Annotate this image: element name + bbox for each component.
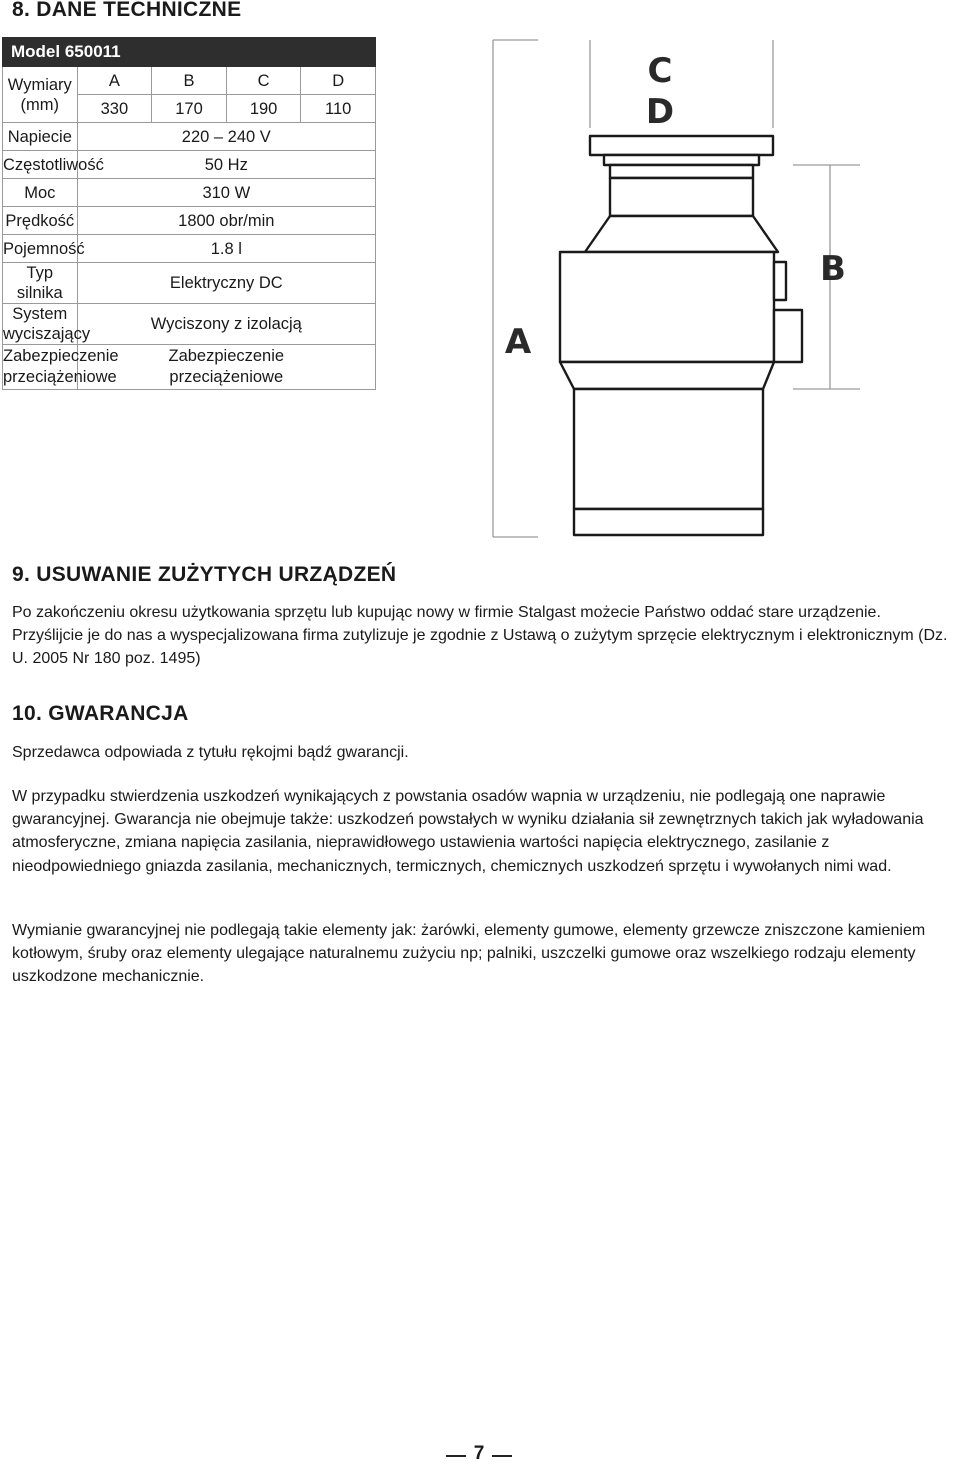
dim-header-d: D: [301, 67, 376, 95]
section-9-title: 9. USUWANIE ZUŻYTYCH URZĄDZEŃ: [12, 563, 397, 586]
specifications-table: [2, 37, 376, 390]
page-number: 7: [473, 1443, 485, 1464]
overload-value-line2: przeciążeniowe: [169, 368, 284, 386]
section-10-title: 10. GWARANCJA: [12, 702, 189, 725]
row-value: 1.8 l: [77, 235, 375, 263]
row-value: Wyciszony z izolacją: [77, 304, 375, 345]
table-row: [3, 263, 376, 304]
dim-header-a: A: [77, 67, 152, 95]
table-row: [3, 304, 376, 345]
table-row: [3, 151, 376, 179]
warranty-paragraph-2: W przypadku stwierdzenia uszkodzeń wynikających z powstania osadów wapnia w urządzeniu, nie podlegają one naprawie gwarancyjnej. Gwarancja nie obejmuje także: uszkodzeń powstałych w wyniku działania sił zewnętrznych takich jak wyładowania atmosferyczne, zmiana napięcia zasilania, nieprawidłowego ustawienia wartości napięcia elektrycznego, zasilanie z nieodpowiedniego gniazda zasilania, mechanicznych, termicznych, chemicznych uszkodzeń sprzętu i wywołanych nimi wad.: [12, 788, 924, 875]
overload-row: [3, 345, 376, 390]
dimensions-label: Wymiary (mm): [3, 67, 78, 123]
row-value: Elektryczny DC: [77, 263, 375, 304]
disposal-paragraph: Po zakończeniu okresu użytkowania sprzętu lub kupując nowy w firmie Stalgast możecie Państwo oddać stare urządzenie. Przyślijcie je do nas a wyspecjalizowana firma zutylizuje je zgodnie z Ustawą o zużytym sprzęcie elektrycznym i elektronicznym (Dz. U. 2005 Nr 180 poz. 1495): [12, 604, 948, 668]
diagram-label-b: B: [820, 249, 846, 289]
disposer-dimension-diagram: [488, 32, 868, 542]
table-row: [3, 207, 376, 235]
row-label: Moc: [3, 179, 78, 207]
row-value: 50 Hz: [77, 151, 375, 179]
warranty-paragraph-1: Sprzedawca odpowiada z tytułu rękojmi bądź gwarancji.: [12, 744, 409, 761]
dim-value-b: 170: [152, 95, 227, 123]
diagram-label-d: D: [645, 92, 675, 132]
overload-label-line2: przeciążeniowe: [3, 368, 117, 386]
overload-value: [77, 345, 375, 390]
dim-value-d: 110: [301, 95, 376, 123]
table-row: [3, 235, 376, 263]
row-label: Pojemność: [3, 235, 78, 263]
row-label: Napiecie: [3, 123, 78, 151]
table-row: [3, 179, 376, 207]
row-label: Typ silnika: [3, 263, 78, 304]
dim-value-c: 190: [226, 95, 301, 123]
dim-value-a: 330: [77, 95, 152, 123]
row-value: 1800 obr/min: [77, 207, 375, 235]
page-footer: [446, 1443, 512, 1467]
model-name: Model 650011: [3, 38, 376, 67]
table-row: [3, 123, 376, 151]
dim-header-b: B: [152, 67, 227, 95]
row-value: 310 W: [77, 179, 375, 207]
overload-value-line1: Zabezpieczenie: [168, 347, 285, 365]
dim-header-c: C: [226, 67, 301, 95]
table-header-row: [3, 38, 376, 67]
disposer-outline: [560, 136, 802, 535]
section-8-title: 8. DANE TECHNICZNE: [12, 0, 242, 21]
footer-dash-right: [492, 1455, 512, 1457]
diagram-label-a: A: [504, 322, 532, 362]
row-label: Prędkość: [3, 207, 78, 235]
warranty-paragraph-3: Wymianie gwarancyjnej nie podlegają takie elementy jak: żarówki, elementy gumowe, elementy grzewcze zniszczone kamieniem kotłowym, śruby oraz elementy ulegające naturalnemu zużyciu np; palniki, uszczelki gumowe oraz wszelkiego rodzaju elementy uszkodzone mechanicznie.: [12, 922, 926, 986]
overload-label: [3, 345, 119, 390]
row-label: System wyciszający: [3, 305, 91, 343]
row-label: Częstotliwość: [3, 151, 78, 179]
overload-label-line1: Zabezpieczenie: [3, 347, 119, 365]
row-value: 220 – 240 V: [77, 123, 375, 151]
diagram-label-c: C: [647, 51, 673, 91]
dimensions-header-row: [3, 67, 376, 95]
